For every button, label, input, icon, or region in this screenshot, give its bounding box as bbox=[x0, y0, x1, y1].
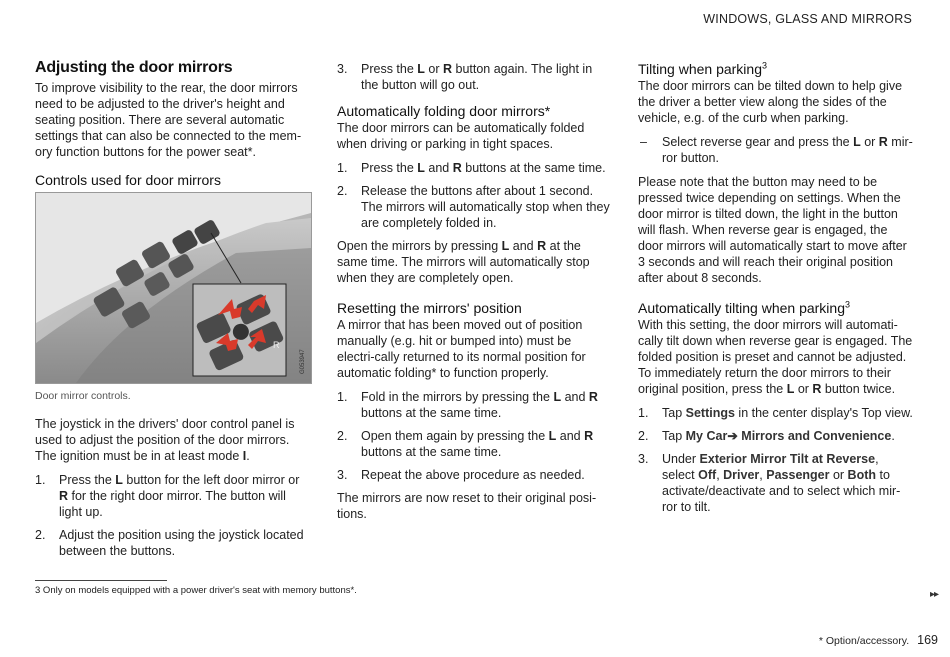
step-text: Press the bbox=[59, 473, 116, 487]
para-text: and bbox=[509, 239, 538, 253]
figure-caption: Door mirror controls. bbox=[35, 390, 131, 402]
para-text: button twice. bbox=[821, 382, 896, 396]
step-text: Adjust the position using the joystick located between the buttons. bbox=[59, 528, 304, 558]
step-text: in the center display's Top view. bbox=[734, 406, 913, 420]
open-mirrors-paragraph bbox=[337, 238, 612, 286]
step-text: or bbox=[860, 135, 879, 149]
button-label-R: R bbox=[59, 489, 69, 503]
step-number: 2. bbox=[337, 429, 348, 443]
para-text: A mirror that has been moved out of position manually (e.g. hit or bumped into) must be electri-cally returned to its normal position for automatic folding bbox=[337, 318, 586, 380]
door-panel-illustration bbox=[36, 193, 311, 383]
step-text: and bbox=[424, 161, 453, 175]
step-number: 1. bbox=[638, 406, 649, 420]
button-label-L: L bbox=[553, 390, 562, 404]
para-text: Open the mirrors by pressing bbox=[337, 239, 502, 253]
step-text: Open them again by pressing the bbox=[361, 429, 549, 443]
step-text: or bbox=[829, 468, 848, 482]
list-item bbox=[337, 183, 612, 231]
step-text: , select bbox=[662, 452, 879, 482]
button-label-L: L bbox=[853, 135, 861, 149]
button-label-L: L bbox=[417, 62, 425, 76]
option-star: * bbox=[431, 366, 437, 380]
para-text: or bbox=[794, 382, 813, 396]
heading-text: Automatically folding door mirrors bbox=[337, 103, 545, 119]
option-star: * bbox=[544, 103, 551, 119]
footnote-ref: 3 bbox=[845, 299, 851, 310]
step-text: . bbox=[891, 429, 895, 443]
step-text: button again. The light in the button will go out. bbox=[361, 62, 593, 92]
button-label-L: L bbox=[417, 161, 425, 175]
step-number: 3. bbox=[337, 468, 348, 482]
step-text: Press the bbox=[361, 161, 418, 175]
column-left bbox=[35, 58, 310, 566]
tilt-intro: The door mirrors can be tilted down to help give the driver a better view along the sides of the vehicle, e.g. of the curb when parking. bbox=[638, 79, 903, 125]
option-passenger: Passenger bbox=[766, 468, 830, 482]
list-item bbox=[337, 467, 612, 483]
intro-text: To improve visibility to the rear, the door mirrors need to be adjusted to the driver's height and seating position. There are several automatic settings that can also be connected to the mem-ory function buttons for the power seat bbox=[35, 81, 302, 159]
step-number: 1. bbox=[35, 473, 46, 487]
intro-paragraph bbox=[35, 80, 310, 160]
svg-text:R: R bbox=[273, 340, 280, 350]
continue-arrow-icon: ▸▸ bbox=[929, 589, 938, 600]
heading-tilting bbox=[638, 61, 913, 77]
option-off: Off bbox=[698, 468, 717, 482]
menu-exterior-tilt: Exterior Mirror Tilt at Reverse bbox=[699, 452, 876, 466]
step-text: Fold in the mirrors by pressing the bbox=[361, 390, 554, 404]
fold-intro: The door mirrors can be automatically folded when driving or parking in tight spaces. bbox=[337, 121, 585, 151]
list-item bbox=[35, 472, 310, 520]
column-middle bbox=[337, 61, 612, 530]
heading-auto-folding bbox=[337, 103, 612, 119]
step-text: Tap bbox=[662, 429, 686, 443]
tilt-step bbox=[638, 134, 913, 166]
page-number: 169 bbox=[917, 633, 938, 647]
step-text: Press the bbox=[361, 62, 418, 76]
footnote-text: Only on models equipped with a power driver's seat with memory buttons*. bbox=[40, 585, 357, 596]
button-label-R: R bbox=[878, 135, 888, 149]
step-number: 3. bbox=[337, 62, 348, 76]
heading-text: Automatically tilting when parking bbox=[638, 300, 845, 316]
heading-controls: Controls used for door mirrors bbox=[35, 172, 221, 188]
step-number: 2. bbox=[638, 429, 649, 443]
button-label-R: R bbox=[588, 390, 598, 404]
figure-code: G053947 bbox=[300, 349, 306, 374]
heading-auto-tilting bbox=[638, 300, 913, 316]
step-text: Tap bbox=[662, 406, 686, 420]
step-text: buttons at the same time. bbox=[461, 161, 606, 175]
adjust-steps-list bbox=[35, 472, 310, 559]
column-right bbox=[638, 61, 913, 522]
intro-end: . bbox=[252, 145, 256, 159]
separator: , bbox=[716, 468, 724, 482]
step-text: buttons at the same time. bbox=[361, 406, 502, 420]
list-item bbox=[638, 451, 913, 515]
door-mirror-controls-image bbox=[35, 192, 312, 384]
joystick-text: The joystick in the drivers' door control panel is used to adjust the position of the door mirrors. The ignition must be in at least mode bbox=[35, 417, 295, 463]
button-label-R: R bbox=[584, 429, 594, 443]
list-item bbox=[337, 160, 612, 176]
reset-result: The mirrors are now reset to their original posi-tions. bbox=[337, 491, 597, 521]
para-text: With this setting, the door mirrors will automati-cally tilt down when reverse gear is engaged. The folded position is preset and cannot be adjusted. To immediately return the door mirrors to their original position, press the bbox=[638, 318, 913, 396]
para-text: to function properly. bbox=[436, 366, 549, 380]
joystick-end: . bbox=[246, 449, 250, 463]
menu-my-car: My Car bbox=[685, 429, 728, 443]
footnote-ref: 3 bbox=[762, 60, 768, 71]
button-label-R: R bbox=[812, 382, 822, 396]
button-label-L: L bbox=[115, 473, 123, 487]
button-label-R: R bbox=[452, 161, 462, 175]
footnote-divider bbox=[35, 580, 167, 581]
step-text: Select reverse gear and press the bbox=[662, 135, 854, 149]
ignition-mode: I bbox=[242, 449, 247, 463]
separator: , bbox=[759, 468, 767, 482]
reset-steps-list bbox=[337, 389, 612, 483]
tilt-note: Please note that the button may need to be pressed twice depending on settings. When the door mirror is tilted down, the light in the button will flash. When reverse gear is engaged, the door mirrors will automatically start to move after 3 seconds and will reach their original position after about 8 seconds. bbox=[638, 175, 907, 285]
para-text: at the same time. The mirrors will automatically stop when they are completely open. bbox=[337, 239, 590, 285]
list-item bbox=[337, 389, 612, 421]
menu-settings: Settings bbox=[685, 406, 735, 420]
step-text: for the right door mirror. The button will light up. bbox=[59, 489, 286, 519]
option-both: Both bbox=[847, 468, 877, 482]
step-number: 3. bbox=[638, 452, 649, 466]
heading-text: Tilting when parking bbox=[638, 61, 762, 77]
adjust-steps-continued bbox=[337, 61, 612, 93]
step-text: and bbox=[561, 390, 589, 404]
step-text: button for the left door mirror or bbox=[122, 473, 300, 487]
footnote bbox=[35, 585, 357, 596]
step-number: 1. bbox=[337, 390, 348, 404]
step-text: mir-ror button. bbox=[662, 135, 913, 165]
menu-mirrors-convenience: Mirrors and Convenience bbox=[737, 429, 892, 443]
list-item bbox=[337, 61, 612, 93]
button-label-R: R bbox=[442, 62, 453, 76]
step-text: Under bbox=[662, 452, 700, 466]
step-text: buttons at the same time. bbox=[361, 445, 502, 459]
joystick-paragraph bbox=[35, 416, 310, 464]
heading-adjusting-mirrors: Adjusting the door mirrors bbox=[35, 59, 233, 76]
step-text: or bbox=[424, 62, 443, 76]
step-number: 1. bbox=[337, 161, 348, 175]
reset-intro bbox=[337, 317, 612, 381]
option-driver: Driver bbox=[723, 468, 760, 482]
list-item bbox=[35, 527, 310, 559]
arrow-right-icon: ➔ bbox=[727, 429, 738, 443]
list-item bbox=[638, 405, 913, 421]
step-number: 2. bbox=[35, 528, 46, 542]
list-item bbox=[638, 428, 913, 444]
button-label-L: L bbox=[786, 382, 795, 396]
footnote-number: 3 bbox=[35, 585, 41, 596]
list-item bbox=[337, 428, 612, 460]
step-text: and bbox=[556, 429, 585, 443]
page-footer bbox=[819, 633, 938, 647]
auto-tilt-paragraph bbox=[638, 317, 913, 397]
option-star: * bbox=[247, 145, 253, 159]
button-label-R: R bbox=[537, 239, 547, 253]
button-label-L: L bbox=[548, 429, 557, 443]
settings-steps-list bbox=[638, 405, 913, 515]
fold-steps-list bbox=[337, 160, 612, 231]
button-label-L: L bbox=[501, 239, 510, 253]
section-header: WINDOWS, GLASS AND MIRRORS bbox=[703, 12, 912, 26]
step-text: Repeat the above procedure as needed. bbox=[361, 468, 585, 482]
heading-resetting: Resetting the mirrors' position bbox=[337, 300, 522, 316]
dash-bullet: – bbox=[640, 135, 647, 149]
step-text: to activate/deactivate and to select which mir-ror to tilt. bbox=[662, 468, 901, 514]
option-note: * Option/accessory. bbox=[818, 635, 910, 647]
step-text: Release the buttons after about 1 second. The mirrors will automatically stop when they are completely folded in. bbox=[361, 184, 610, 230]
step-number: 2. bbox=[337, 184, 348, 198]
